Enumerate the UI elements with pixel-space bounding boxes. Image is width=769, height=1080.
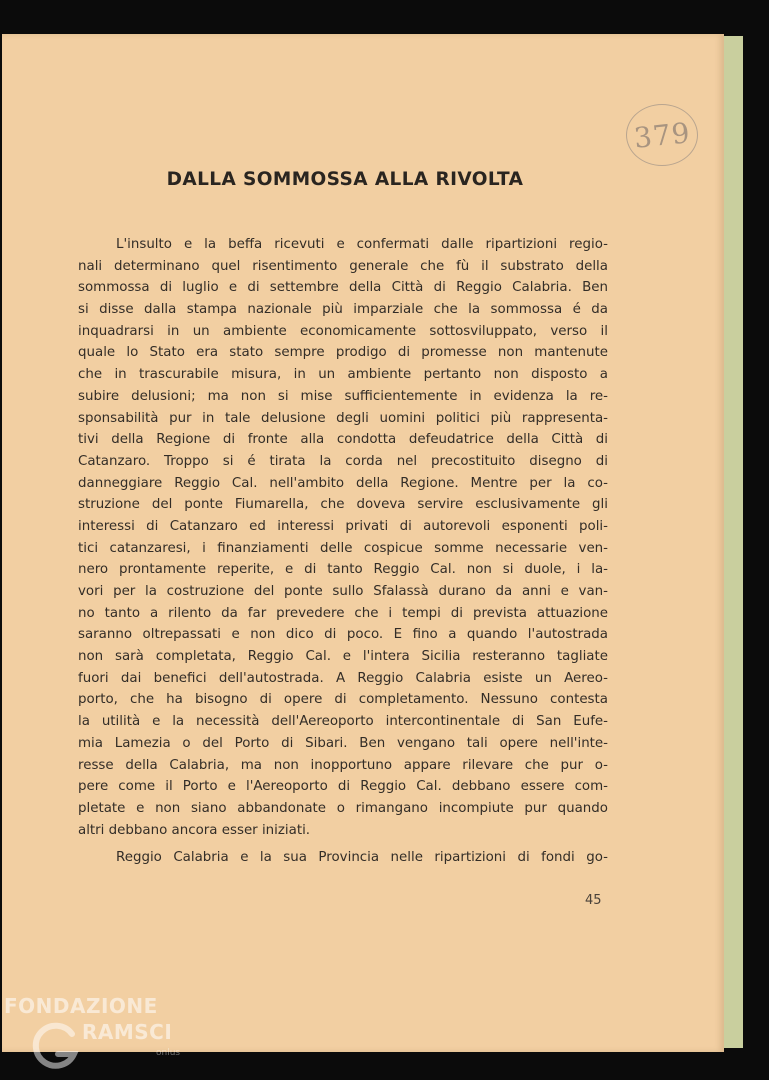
text-line: tici catanzaresi, i finanziamenti delle cospicue somme necessarie ven- (78, 540, 608, 556)
text-line: Reggio Calabria e la sua Provincia nelle ripartizioni di fondi go- (116, 850, 608, 866)
text-line: subire delusioni; ma non si mise sufficientemente in evidenza la re- (78, 388, 608, 404)
page-title: DALLA SOMMOSSA ALLA RIVOLTA (166, 169, 524, 190)
text-line: non sarà completata, Reggio Cal. e l'intera Sicilia resteranno tagliate (78, 649, 608, 665)
text-line: si disse dalla stampa nazionale più imparziale che la sommossa é da (78, 302, 608, 318)
text-line: danneggiare Reggio Cal. nell'ambito della Regione. Mentre per la co- (78, 475, 608, 491)
text-line: quale lo Stato era stato sempre prodigo di promesse non mantenute (78, 345, 608, 361)
text-line: vori per la costruzione del ponte sullo Sfalassà durano da anni e van- (78, 584, 608, 599)
text-line: tivi della Regione di fronte alla condotta defeudatrice della Città di (78, 432, 608, 448)
text-line: interessi di Catanzaro ed interessi privati di autorevoli esponenti poli- (78, 518, 608, 534)
text-line: no tanto a rilento da far prevedere che i tempi di prevista attuazione (78, 605, 608, 621)
text-line: nali determinano quel risentimento generale che fù il substrato della (78, 258, 608, 274)
text-line: sponsabilità pur in tale delusione degli uomini politici più rappresenta- (78, 410, 608, 426)
text-line: pletate e non siano abbandonate o rimangano incompiute pur quando (78, 800, 608, 816)
text-line: resse della Calabria, ma non inopportuno appare rilevare che pur o- (78, 757, 608, 773)
text-line: inquadrarsi in un ambiente economicamente sottosviluppato, verso il (78, 323, 608, 339)
text-line: porto, che ha bisogno di opere di completamento. Nessuno contesta (78, 692, 608, 708)
text-line: altri debbano ancora esser iniziati. (78, 822, 311, 838)
fondazione-gramsci-watermark (4, 994, 194, 1076)
text-line: mia Lamezia o del Porto di Sibari. Ben vengano tali opere nell'inte- (78, 735, 608, 751)
text-line: pere come il Porto e l'Aereoporto di Reggio Cal. debbano essere com- (78, 779, 608, 795)
page-edge-strip (722, 36, 743, 1048)
text-line: nero prontamente reperite, e di tanto Reggio Cal. non si duole, i la- (78, 562, 608, 578)
body-text (78, 234, 608, 869)
archive-number: 379 (632, 115, 692, 155)
archive-stamp (626, 104, 698, 166)
text-line: struzione del ponte Fiumarella, che doveva servire esclusivamente gli (78, 497, 608, 513)
text-line: sommossa di luglio e di settembre della Città di Reggio Calabria. Ben (78, 280, 608, 296)
text-line: che in trascurabile misura, in un ambiente pertanto non disposto a (78, 367, 608, 383)
page-number: 45 (585, 893, 602, 908)
watermark-line-1: FONDAZIONE (4, 994, 158, 1018)
watermark-line-3: onlus (156, 1048, 181, 1058)
gramsci-logo-icon (30, 1020, 82, 1072)
text-line: saranno oltrepassati e non dico di poco. E fino a quando l'autostrada (78, 627, 608, 643)
text-line: L'insulto e la beffa ricevuti e confermati dalle ripartizioni regio- (116, 237, 608, 252)
text-line: Catanzaro. Troppo si é tirata la corda nel precostituito disegno di (78, 453, 608, 469)
text-line: la utilità e la necessità dell'Aereoporto intercontinentale di San Eufe- (78, 714, 608, 730)
watermark-line-2: RAMSCI (82, 1020, 173, 1044)
text-line: fuori dai benefici dell'autostrada. A Reggio Calabria esiste un Aereo- (78, 670, 608, 686)
